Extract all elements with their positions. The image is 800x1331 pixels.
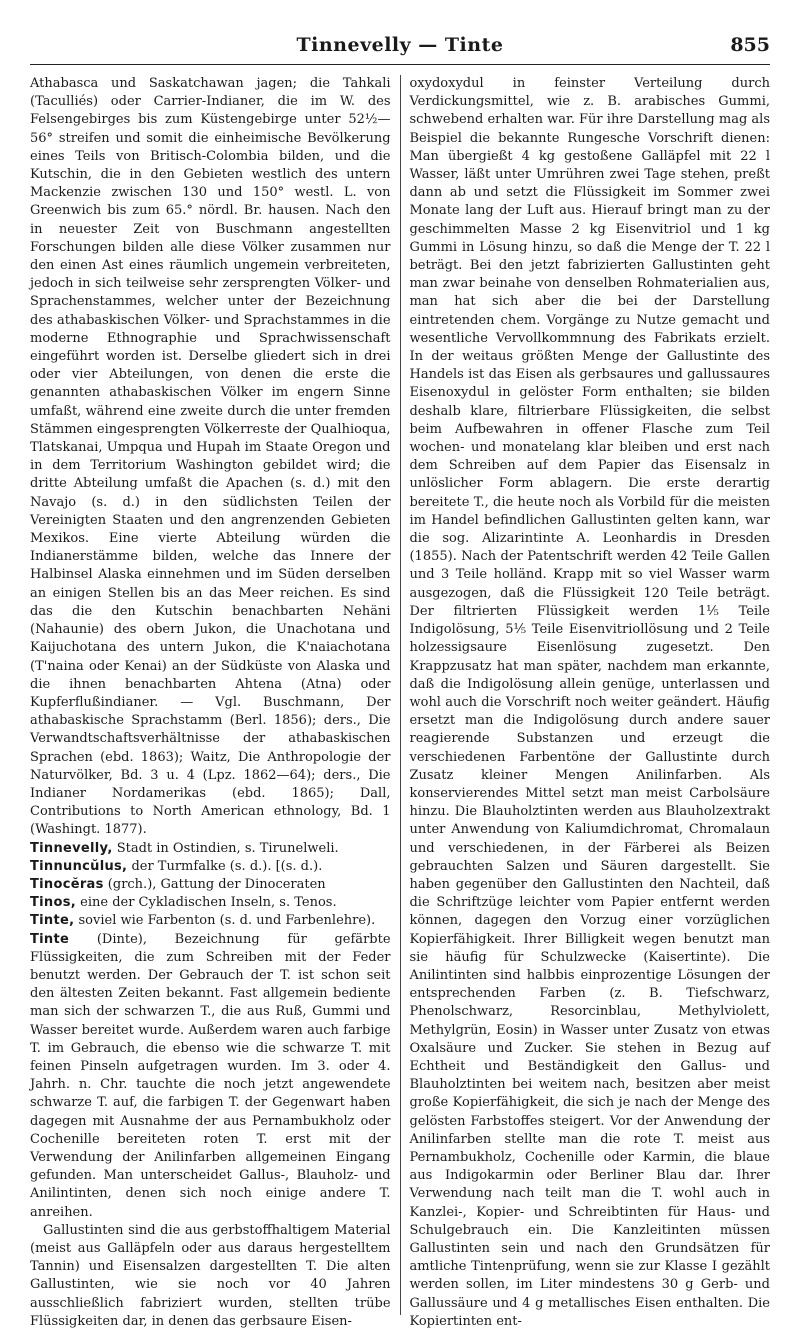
entry-text: (Dinte), Bezeichnung für gefärbte Flüssigkeiten, die zum Schreiben mit der Feder benutzt werden. Der Gebrauch der T. ist schon seit den ältesten Zeiten bekannt. Fast allgemein bediente man sich der schwarzen T., die aus Ruß, Gummi und Wasser bereitet wurde. Außerdem waren auch farbige T. im Gebrauch, die ebenso wie die schwarze T. mit feinen Pinseln aufgetragen wurden. Im 3. oder 4. Jahrh. n. Chr. tauchte die noch jetzt angewendete schwarze T. auf, die farbigen T. der Gegenwart haben dagegen mit Ausnahme der aus Pernambukholz oder Cochenille bereiteten roten T. erst mit der Verwendung der Anilinfarben allgemeinen Eingang gefunden. Man unterscheidet Gallus-, Blauholz- und Anilintinten, denen sich noch einige andere T. anreihen. xyxy=(30,931,391,1220)
entry-tinos xyxy=(30,894,391,912)
entry-headword: Tinnuncŭlus, xyxy=(30,858,128,874)
entry-text: soviel wie Farbenton (s. d. und Farbenlehre). xyxy=(78,913,376,929)
running-title: Tinnevelly — Tinte xyxy=(296,34,504,56)
page-number: 855 xyxy=(730,34,770,56)
entry-text: eine der Cykladischen Inseln, s. Tenos. xyxy=(80,895,337,911)
right-column-paragraph: oxydoxydul in feinster Verteilung durch Verdickungsmittel, wie z. B. arabisches Gummi, schwebend erhalten war. Für ihre Darstellung mag als Beispiel die bekannte Rungesche Vorschrift dienen: Man übergießt 4 kg gestoßene Galläpfel mit 22 l Wasser, läßt unter Umrühren zwei Tage stehen, preßt dann ab und setzt die Flüssigkeit im Sommer zwei Monate lang der Luft aus. Hierauf bringt man zu der geschimmelten Masse 2 kg Eisenvitriol und 1 kg Gummi in Lösung hinzu, so daß die Menge der T. 22 l beträgt. Bei den jetzt fabrizierten Gallustinten geht man zwar beinahe von denselben Rohmaterialien aus, man hat sich aber die bei der Darstellung eintretenden chem. Vorgänge zu Nutze gemacht und wesentliche Vervollkommnung des Fabrikats erzielt. In der weitaus größten Menge der Gallustinte des Handels ist das Eisen als gerbsaures und gallussaures Eisenoxydul in gelöster Form enthalten; sie bilden deshalb klare, filtrierbare Flüssigkeiten, die selbst beim Aufbewahren in offener Flasche zum Teil wochen- und monatelang klar bleiben und erst nach dem Schreiben auf dem Papier das Eisensalz in unlöslicher Form ablagern. Die erste derartig bereitete T., die heute noch als Vorbild für die meisten im Handel befindlichen Gallustinten gelten kann, war die sog. Alizarintinte A. Leonhardis in Dresden (1855). Nach der Patentschrift werden 42 Teile Gallen und 3 Teile holländ. Krapp mit so viel Wasser warm ausgezogen, daß die Flüssigkeit 120 Teile beträgt. Der filtrierten Flüssigkeit werden 1⅕ Teile Indigolösung, 5⅕ Teile Eisenvitriollösung und 2 Teile holzessigsaure Eisenlösung zugesetzt. Den Krappzusatz hat man später, nachdem man erkannte, daß die Indigolösung allein genüge, unterlassen und wohl auch die Vorschrift noch weiter geändert. Häufig ersetzt man die Indigolösung durch andere sauer reagierende Substanzen und erzeugt die verschiedenen Farbentöne der Gallustinte durch Zusatz kleiner Mengen Anilinfarben. Als konservierendes Mittel setzt man meist Carbolsäure hinzu. Die Blauholztinten werden aus Blauholzextrakt unter Anwendung von Kaliumdichromat, Chromalaun und verschiedenen, in der Färberei als Beizen gebrauchten Salzen und Säuren dargestellt. Sie haben gegenüber den Gallustinten den Nachteil, daß die Schriftzüge leichter vom Papier entfernt werden können, dagegen den Vorzug einer vorzüglichen Kopierfähigkeit. Ihrer Billigkeit wegen benutzt man sie häufig für Schulzwecke (Kaisertinte). Die Anilintinten sind halbbis einprozentige Lösungen der entsprechenden Farben (z. B. Tiefschwarz, Phenolschwarz, Resorcinblau, Methylviolett, Methylgrün, Eosin) in Wasser unter Zusatz von etwas Oxalsäure und Zucker. Sie stehen in Bezug auf Echtheit und Beständigkeit den Gallus- und Blauholztinten bei weitem nach, besitzen aber meist große Kopierfähigkeit, die sich je nach der Menge des gelösten Farbstoffes steigert. Vor der Anwendung der Anilinfarben stellte man die rote T. meist aus Pernambukholz, Cochenille oder Karmin, die blaue aus Indigokarmin oder Berliner Blau dar. Ihrer Verwendung nach teilt man die T. wohl auch in Kanzlei-, Kopier- und Schreibtinten für Haus- und Schulgebrauch ein. Die Kanzleitinten müssen Gallustinten sein und nach den Grundsätzen für amtliche Tintenprüfung, wenn sie zur Klasse I gezählt werden sollen, im Liter mindestens 30 g Gerb- und Gallussäure und 4 g metallisches Eisen enthalten. Die Kopiertinten ent- xyxy=(409,76,770,1329)
entry-text: Stadt in Ostindien, s. Tirunelweli. xyxy=(116,840,339,856)
entry-headword: Tinnevelly, xyxy=(30,840,113,856)
entry-tinnevelly xyxy=(30,840,391,858)
entry-headword: Tinte, xyxy=(30,913,75,929)
entry-headword: Tinos, xyxy=(30,895,76,911)
entry-tinte-dinte xyxy=(30,931,391,1222)
left-column xyxy=(30,75,391,1329)
entry-tinnunculus xyxy=(30,858,391,876)
running-head xyxy=(30,30,770,65)
athabasca-paragraph: Athabasca und Saskatchawan jagen; die Tahkali (Taculliés) oder Carrier-Indianer, die im W. des Felsengebirges bis zum Küstengebirge unter 52½—56° streifen und somit die einheimische Bevölkerung eines Teils von Britisch-Colombia bilden, und die Kutschin, die in den Gebieten westlich des untern Mackenzie zwischen 130 und 150° westl. L. von Greenwich bis zum 65.° nördl. Br. hausen. Nach den in neuester Zeit von Buschmann angestellten Forschungen bilden alle diese Völker zusammen nur den einen Ast eines räumlich ungemein verbreiteten, jedoch in sich teilweise sehr zersprengten Völker- und Sprachenstammes, welcher unter der Bezeichnung des athabaskischen Völker- und Sprachstammes in die moderne Ethnographie und Sprachwissenschaft eingeführt worden ist. Derselbe gliedert sich in drei oder vier Abteilungen, von denen die erste die genannten athabaskischen Völker im engern Sinne umfaßt, während eine zweite durch die unter fremden Stämmen eingesprengten Völkerreste der Qualhioqua, Tlatskanai, Umpqua und Hupah im Staate Oregon und in dem Territorium Washington gebildet wird; die dritte Abteilung umfaßt die Apachen (s. d.) mit den Navajo (s. d.) in den südlichsten Teilen der Vereinigten Staaten und den angrenzenden Gebieten Mexikos. Eine vierte Abteilung würden die Indianerstämme bilden, welche das Innere der Halbinsel Alaska einnehmen und im Süden derselben an einigen Stellen bis an das Meer reichen. Es sind das die den Kutschin benachbarten Nehäni (Nahaunie) des obern Jukon, die Unachotana und Kaijuchotana des untern Jukon, die K'naiachotana (T'naina oder Kenai) an der Südküste von Alaska und die ihnen benachbarten Ahtena (Atna) oder Kupferflußindianer. — Vgl. Buschmann, Der athabaskische Sprachstamm (Berl. 1856); ders., Die Verwandtschaftsverhältnisse der athabaskischen Sprachen (ebd. 1863); Waitz, Die Anthropologie der Naturvölker, Bd. 3 u. 4 (Lpz. 1862—64); ders., Die Indianer Nordamerikas (ebd. 1865); Dall, Contributions to North American ethnology, Bd. 1 (Washingt. 1877). xyxy=(30,76,391,838)
entry-headword: Tinocĕras xyxy=(30,876,104,892)
right-column xyxy=(409,75,770,1329)
entry-tinte-farbenton xyxy=(30,912,391,930)
entry-tinoceras xyxy=(30,876,391,894)
entry-text: (grch.), Gattung der Dinoceraten xyxy=(107,876,326,892)
gallustinten-paragraph: Gallustinten sind die aus gerbstoffhaltigem Material (meist aus Galläpfeln oder aus daraus hergestelltem Tannin) und Eisensalzen dargestellten T. Die alten Gallustinten, wie sie noch vor 40 Jahren ausschließlich fabriziert wurden, stellten trübe Flüssigkeiten dar, in denen das gerbsaure Eisen- xyxy=(30,1222,391,1329)
entry-headword: Tinte xyxy=(30,931,70,947)
column-divider xyxy=(400,75,401,1315)
text-columns xyxy=(30,75,770,1329)
entry-text: der Turmfalke (s. d.). [(s. d.). xyxy=(131,858,323,874)
